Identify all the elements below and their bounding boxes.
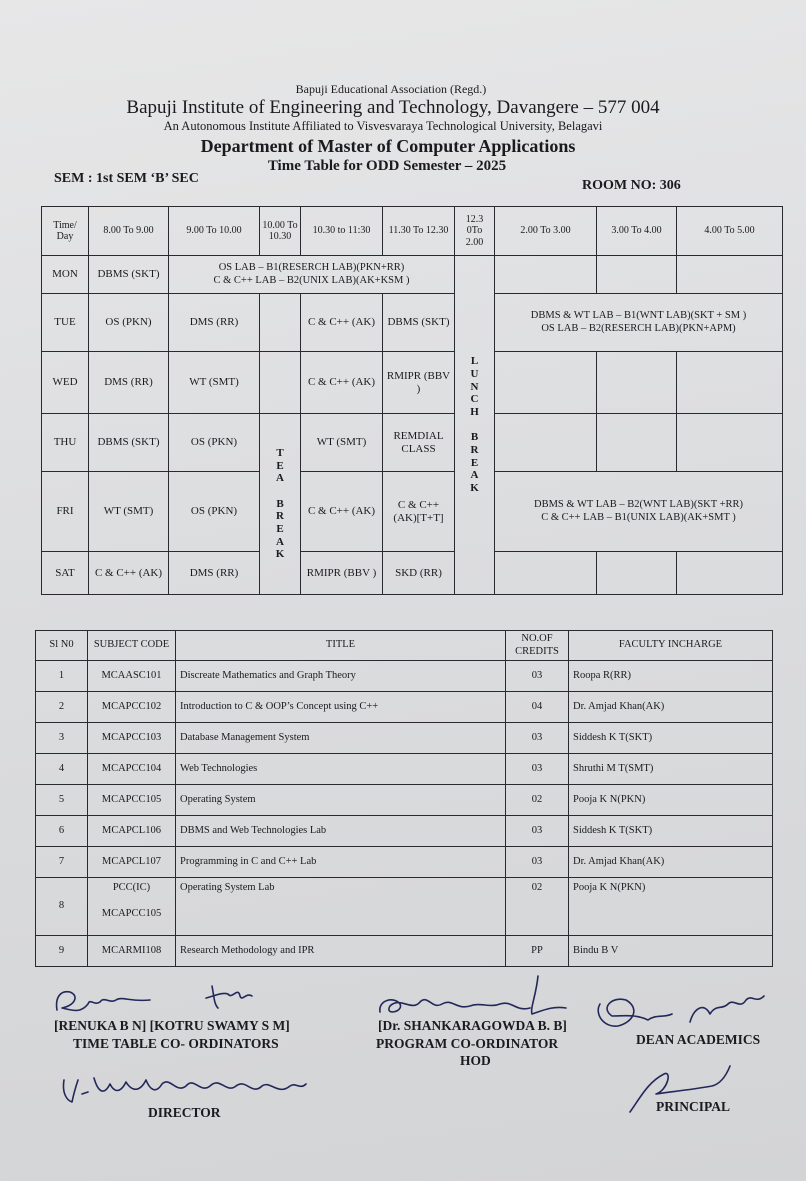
subject-code-cell: MCAASC101 — [88, 661, 176, 692]
lab-batch-2: C & C++ LAB – B2(UNIX LAB)(AK+KSM ) — [213, 274, 410, 286]
day-label: TUE — [42, 294, 89, 352]
sl-no-cell: 3 — [36, 723, 88, 754]
subject-title-cell: Operating System Lab — [176, 878, 506, 936]
day-label: MON — [42, 256, 89, 294]
document-title: Time Table for ODD Semester – 2025 — [267, 158, 507, 174]
day-label: THU — [42, 414, 89, 472]
subject-code-line: MCAPCC105 — [101, 908, 162, 920]
lab-batch-2: C & C++ LAB – B1(UNIX LAB)(AK+SMT ) — [541, 511, 736, 523]
institute-name: Bapuji Institute of Engineering and Technology, Davangere – 577 004 — [126, 97, 660, 118]
class-cell: WT (SMT) — [301, 414, 383, 472]
faculty-cell: Roopa R(RR) — [569, 661, 773, 692]
break-letter: T — [276, 447, 284, 460]
credits-cell: 02 — [506, 785, 569, 816]
subject-code-header: SUBJECT CODE — [88, 631, 176, 661]
break-letter: R — [470, 443, 479, 456]
slot-header: 10.00 To 10.30 — [260, 207, 301, 256]
class-cell: RMIPR (BBV ) — [301, 552, 383, 595]
break-letter: H — [470, 406, 479, 419]
break-letter: U — [470, 368, 479, 381]
sl-no-header: Sl N0 — [36, 631, 88, 661]
director-label: DIRECTOR — [148, 1105, 221, 1120]
faculty-cell: Pooja K N(PKN) — [569, 878, 773, 936]
subject-title-cell: Introduction to C & OOP’s Concept using C++ — [176, 692, 506, 723]
day-label: SAT — [42, 552, 89, 595]
subject-title-cell: DBMS and Web Technologies Lab — [176, 816, 506, 847]
class-cell: RMIPR (BBV ) — [383, 352, 455, 414]
sl-no-cell: 9 — [36, 936, 88, 967]
class-cell: DBMS (SKT) — [383, 294, 455, 352]
class-cell: WT (SMT) — [169, 352, 260, 414]
slot-header: 4.00 To 5.00 — [677, 207, 783, 256]
sl-no-cell: 2 — [36, 692, 88, 723]
class-cell: C & C++ (AK) — [301, 472, 383, 552]
subject-title-cell: Operating System — [176, 785, 506, 816]
sl-no-cell: 5 — [36, 785, 88, 816]
break-letter: E — [276, 459, 284, 472]
slot-header: 10.30 to 11:30 — [301, 207, 383, 256]
credits-cell: 04 — [506, 692, 569, 723]
lab-batch-1: DBMS & WT LAB – B1(WNT LAB)(SKT + SM ) — [530, 310, 747, 322]
affiliation-line: An Autonomous Institute Affiliated to Visvesvaraya Technological University, Belagavi — [163, 119, 603, 133]
class-cell: C & C++ (AK) — [301, 352, 383, 414]
break-letter: A — [276, 535, 284, 548]
shankaragowda-signature — [380, 976, 566, 1014]
faculty-cell: Shruthi M T(SMT) — [569, 754, 773, 785]
sl-no-cell: 1 — [36, 661, 88, 692]
break-letter: R — [276, 510, 284, 523]
sl-no-cell: 7 — [36, 847, 88, 878]
program-coordinator-name: [Dr. SHANKARAGOWDA B. B] — [378, 1018, 567, 1033]
day-label: FRI — [42, 472, 89, 552]
class-cell: REMDIAL CLASS — [383, 414, 455, 472]
slot-header: 2.00 To 3.00 — [495, 207, 597, 256]
timetable-coordinators: [RENUKA B N] [KOTRU SWAMY S M] — [54, 1018, 290, 1033]
credits-cell: 02 — [506, 878, 569, 936]
slot-header: 9.00 To 10.00 — [169, 207, 260, 256]
subject-title-cell: Discreate Mathematics and Graph Theory — [176, 661, 506, 692]
break-letter: K — [470, 481, 479, 494]
title-header: TITLE — [176, 631, 506, 661]
class-cell: DMS (RR) — [89, 352, 169, 414]
credits-cell: 03 — [506, 661, 569, 692]
class-cell: DBMS (SKT) — [89, 256, 169, 294]
class-cell: C & C++ (AK) — [301, 294, 383, 352]
class-cell: SKD (RR) — [383, 552, 455, 595]
break-letter: C — [470, 393, 479, 406]
break-letter: B — [276, 497, 284, 510]
lab-batch-1: DBMS & WT LAB – B2(WNT LAB)(SKT +RR) — [533, 499, 744, 511]
credits-cell: 03 — [506, 847, 569, 878]
dean-signature — [598, 996, 764, 1026]
class-cell: DBMS (SKT) — [89, 414, 169, 472]
credits-cell: 03 — [506, 723, 569, 754]
subject-code-cell: MCAPCL107 — [88, 847, 176, 878]
subject-title-cell: Database Management System — [176, 723, 506, 754]
faculty-cell: Pooja K N(PKN) — [569, 785, 773, 816]
sl-no-cell: 4 — [36, 754, 88, 785]
subject-title-cell: Programming in C and C++ Lab — [176, 847, 506, 878]
break-letter: L — [470, 355, 479, 368]
sl-no-cell: 6 — [36, 816, 88, 847]
lab-batch-2: OS LAB – B2(RESERCH LAB)(PKN+APM) — [541, 322, 736, 334]
faculty-cell: Bindu B V — [569, 936, 773, 967]
principal-label: PRINCIPAL — [656, 1099, 730, 1114]
slot-header: 11.30 To 12.30 — [383, 207, 455, 256]
class-cell: C & C++ (AK) — [89, 552, 169, 595]
director-signature — [63, 1078, 306, 1102]
break-letter: A — [470, 469, 479, 482]
day-label: WED — [42, 352, 89, 414]
break-letter: N — [470, 380, 479, 393]
kotru-signature — [206, 986, 252, 1008]
room-number: ROOM NO: 306 — [582, 178, 681, 193]
class-cell: OS (PKN) — [169, 472, 260, 552]
subject-code-cell: MCAPCC102 — [88, 692, 176, 723]
class-cell: OS (PKN) — [169, 414, 260, 472]
break-letter: B — [470, 431, 479, 444]
credits-cell: 03 — [506, 754, 569, 785]
faculty-cell: Dr. Amjad Khan(AK) — [569, 847, 773, 878]
class-cell: DMS (RR) — [169, 294, 260, 352]
subject-title-cell: Research Methodology and IPR — [176, 936, 506, 967]
lab-batch-1: OS LAB – B1(RESERCH LAB)(PKN+RR) — [218, 262, 405, 274]
subject-code-cell: MCAPCC104 — [88, 754, 176, 785]
association-name: Bapuji Educational Association (Regd.) — [295, 82, 487, 96]
class-cell: DMS (RR) — [169, 552, 260, 595]
time-day-header: Time/ Day — [42, 207, 89, 256]
hod-label: HOD — [460, 1053, 491, 1068]
dean-academics-label: DEAN ACADEMICS — [636, 1032, 761, 1047]
credits-cell: PP — [506, 936, 569, 967]
slot-header: 12.3 0To 2.00 — [455, 207, 495, 256]
break-letter: E — [470, 456, 479, 469]
renuka-signature — [57, 992, 150, 1011]
slot-header: 3.00 To 4.00 — [597, 207, 677, 256]
class-cell: WT (SMT) — [89, 472, 169, 552]
subject-code-cell: MCAPCC103 — [88, 723, 176, 754]
credits-header: NO.OF CREDITS — [506, 631, 569, 661]
subject-code-cell: MCARMI108 — [88, 936, 176, 967]
subject-code-cell: MCAPCC105 — [88, 785, 176, 816]
faculty-cell: Siddesh K T(SKT) — [569, 723, 773, 754]
slot-header: 8.00 To 9.00 — [89, 207, 169, 256]
break-letter: E — [276, 522, 284, 535]
sl-no-cell: 8 — [36, 878, 88, 936]
faculty-header: FACULTY INCHARGE — [569, 631, 773, 661]
semester-label: SEM : 1st SEM ‘B’ SEC — [54, 171, 199, 186]
credits-cell: 03 — [506, 816, 569, 847]
class-cell: OS (PKN) — [89, 294, 169, 352]
subject-code-line: PCC(IC) — [112, 882, 151, 893]
department-name: Department of Master of Computer Applications — [200, 136, 576, 156]
faculty-cell: Siddesh K T(SKT) — [569, 816, 773, 847]
class-cell: C & C++ (AK)[T+T] — [383, 472, 455, 552]
subject-code-cell: MCAPCL106 — [88, 816, 176, 847]
faculty-cell: Dr. Amjad Khan(AK) — [569, 692, 773, 723]
program-coordinator-role: PROGRAM CO-ORDINATOR — [376, 1036, 559, 1051]
coordinators-role: TIME TABLE CO- ORDINATORS — [73, 1036, 279, 1051]
break-letter: K — [275, 548, 285, 561]
break-letter: A — [276, 472, 284, 485]
subject-title-cell: Web Technologies — [176, 754, 506, 785]
